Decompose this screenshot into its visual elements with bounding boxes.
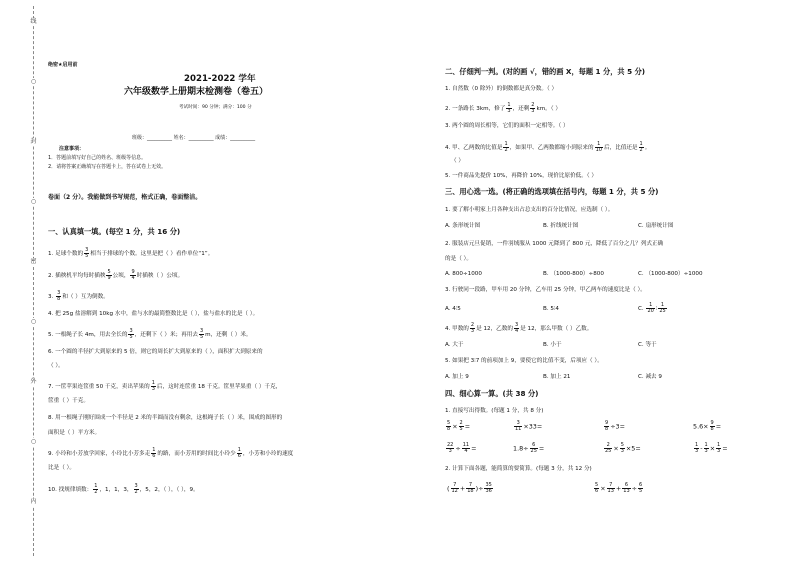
- choice-4: 4. 甲数的 $\frac{2}{3}$ 是 12，乙数的 $\frac{3}{4}$ 是 12，那么甲数（ ）乙数。: [445, 322, 593, 335]
- choice-3-option-a: A. 4∶5: [445, 306, 461, 312]
- binding-char: ○: [30, 318, 37, 325]
- choice-4-option-b: B. 小于: [543, 342, 562, 348]
- calc-item: $\frac{9}{8}$ ÷3=: [605, 420, 625, 433]
- question-6: 6. 一个圆的半径扩大到原来的 5 倍，则它的周长扩大到原来的（ ），面积扩大到原来的: [48, 349, 263, 355]
- calc-item: $\frac{22}{3}$ ÷ $\frac{11}{4}$ =: [447, 442, 477, 455]
- neatness-line: 卷面（2 分）。我能做到书写规范，格式正确，卷面整洁。: [48, 194, 202, 201]
- choice-3: 3. 行驶同一段路，甲车用 20 分钟，乙车用 25 分钟，甲乙两车的速度比是（ ）。: [445, 287, 646, 293]
- secret-label: 绝密★启用前: [48, 62, 78, 68]
- question-8: 8. 用一根绳子刚好围成一个半径是 2 米的半圆而没有剩余，这根绳子长（ ）米，围成的图形的: [48, 415, 283, 421]
- question-9: 9. 小玲和小芳放学回家，小玲比小芳多走 $\frac{1}{6}$ 的路，而小芳用的时间比小玲少 $\frac{1}{6}$ ，小芳和小玲的速度: [48, 447, 294, 460]
- note-item: 2．请将答案正确填写在答题卡上，答在试卷上无效。: [48, 164, 167, 170]
- choice-3-option-b: B. 5∶4: [543, 306, 559, 312]
- question-8-cont: 面积是（ ）平方米。: [48, 430, 101, 436]
- judge-2: 2. 一条路长 3km，修了 $\frac{1}{3}$ ，还剩 $\frac{2}{3}$ km。（ ）: [445, 102, 561, 115]
- question-6-cont: （ ）。: [48, 363, 64, 369]
- question-1: 1. 足球个数的 $\frac{3}{5}$ 相当于排球的个数。这里是把（ ）看作单位“1”。: [48, 247, 214, 260]
- notes-title: 注意事项：: [59, 146, 85, 152]
- choice-1-option-a: A. 条形统计图: [445, 223, 481, 229]
- binding-strip: [0, 0, 40, 561]
- exam-year: 2021-2022 学年: [184, 74, 256, 84]
- calc-item: $\frac{5}{8}$ × $\frac{2}{5}$ =: [447, 420, 471, 433]
- choice-5-option-c: C. 减去 9: [638, 374, 662, 380]
- choice-2-option-a: A. 800÷1000: [445, 271, 482, 277]
- section2-heading: 二、仔细判一判。(对的画 √，错的画 X，每题 1 分，共 5 分): [445, 67, 646, 76]
- choice-5: 5. 如果把 3∶7 的前项加上 9，要使它的比值不变，后项应（ ）。: [445, 358, 603, 364]
- question-2: 2. 插秧机平均每时插秧 $\frac{5}{9}$ 公顷， $\frac{9}{4}$ 时插秧（ ）公顷。: [48, 269, 184, 282]
- question-5: 5. 一根绳子长 4m，用去全长的 $\frac{3}{5}$ ，还剩下（ ）米；再用去 $\frac{3}{5}$ m，还剩（ ）米。: [48, 328, 252, 341]
- binding-char: 内: [30, 498, 37, 505]
- choice-2-option-b: B. （1000-800）÷800: [543, 271, 604, 277]
- choice-5-option-b: B. 加上 21: [543, 374, 571, 380]
- calc-item: ( $\frac{7}{12}$ + $\frac{7}{18}$ )÷ $\frac{35}{36}$: [447, 482, 492, 495]
- choice-4-option-c: C. 等于: [638, 342, 657, 348]
- judge-5: 5. 一件商品先提价 10%，再降价 10%，现价比原价低。（ ）: [445, 173, 597, 179]
- section1-heading: 一、认真填一填。(每空 1 分，共 16 分): [48, 227, 181, 236]
- choice-1-option-c: C. 扇形统计图: [638, 223, 674, 229]
- judge-4: 4. 甲、乙两数的比值是 $\frac{1}{2}$ ，如果甲、乙两数都缩小到原来的 $\frac{1}{10}$ 后，比值还是 $\frac{1}{2}$ 。: [445, 141, 651, 154]
- choice-2-option-c: C. （1000-800）÷1000: [638, 271, 703, 277]
- student-fields: 班级：__________ 姓名：__________ 成绩：__________: [132, 135, 256, 141]
- question-9-cont: 比是（ ）。: [48, 465, 75, 471]
- section3-heading: 三、用心选一选。(将正确的选项填在括号内，每题 1 分，共 5 分): [445, 187, 659, 196]
- question-3: 3. $\frac{3}{8}$ 和（ ）互为倒数。: [48, 290, 109, 303]
- fraction: $\frac{3}{5}$: [85, 247, 89, 260]
- binding-char: ○: [30, 198, 37, 205]
- question-7-cont: 筐重（ ）千克。: [48, 398, 89, 404]
- choice-2-cont: 的是（ ）。: [445, 256, 472, 262]
- question-10: 10. 找规律填数： $\frac{1}{2}$ ，1，1，3， $\frac{3}{2}$ ，5，2，（ ），（ ），9。: [48, 483, 199, 496]
- binding-char: 外: [30, 378, 37, 385]
- calc-item: $\frac{2}{25}$ × $\frac{5}{3}$ ×5=: [605, 442, 641, 455]
- choice-5-option-a: A. 加上 9: [445, 374, 469, 380]
- choice-1-option-b: B. 折线统计图: [543, 223, 579, 229]
- section4-heading: 四、细心算一算。(共 38 分): [445, 389, 539, 398]
- binding-dashed-line: [33, 6, 34, 556]
- exam-info: 考试时间：90 分钟；满分：100 分: [179, 105, 252, 110]
- choice-1: 1. 要了解小明家上月各种支出占总支出的百分比情况，应选制（ ）。: [445, 207, 614, 213]
- calc-item: $\frac{3}{11}$ ×33=: [515, 420, 543, 433]
- binding-char: 密: [30, 258, 37, 265]
- judge-1: 1. 自然数（0 除外）的倒数都是真分数。（ ）: [445, 86, 558, 92]
- judge-4-cont: （ ）: [451, 158, 464, 164]
- judge-3: 3. 两个圆的周长相等，它们的面积一定相等。（ ）: [445, 123, 569, 129]
- choice-4-option-a: A. 大于: [445, 342, 464, 348]
- calc-item: 1.8÷ $\frac{6}{25}$ =: [513, 442, 545, 455]
- note-item: 1．答题前填写好自己的姓名、班级等信息。: [48, 155, 147, 161]
- choice-2: 2. 服装店元旦促销，一件羽绒服从 1000 元降到了 800 元，降低了百分之几？列式正确: [445, 241, 664, 247]
- section4-sub1: 1. 直接写出得数。(每题 1 分，共 8 分): [445, 408, 544, 414]
- binding-char: 线: [30, 18, 37, 25]
- calc-item: $\frac{5}{6}$ × $\frac{7}{13}$ + $\frac{6}{13}$ ÷ $\frac{6}{5}$: [595, 482, 643, 495]
- calc-item: $\frac{1}{3}$ - $\frac{1}{3}$ × $\frac{1}{3}$ =: [695, 442, 728, 455]
- binding-char: ○: [30, 78, 37, 85]
- choice-3-option-c: C. $\frac{1}{20}$ ∶ $\frac{1}{25}$: [638, 302, 666, 315]
- binding-char: 封: [30, 138, 37, 145]
- question-7: 7. 一筐苹果连筐重 50 千克，卖出苹果的 $\frac{1}{3}$ 后，这时连筐重 18 千克。筐里苹果重（ ）千克，: [48, 380, 282, 393]
- binding-char: ○: [30, 438, 37, 445]
- calc-item: 5.6× $\frac{9}{8}$ =: [693, 420, 722, 433]
- question-4: 4. 把 25g 盐溶解到 10kg 水中，盐与水的最简整数比是（ ），盐与盐水的比是（ ）。: [48, 311, 259, 317]
- exam-title: 六年级数学上册期末检测卷（卷五）: [124, 87, 269, 97]
- section4-sub2: 2. 计算下面各题，能简算的要简算。(每题 3 分，共 12 分): [445, 466, 592, 472]
